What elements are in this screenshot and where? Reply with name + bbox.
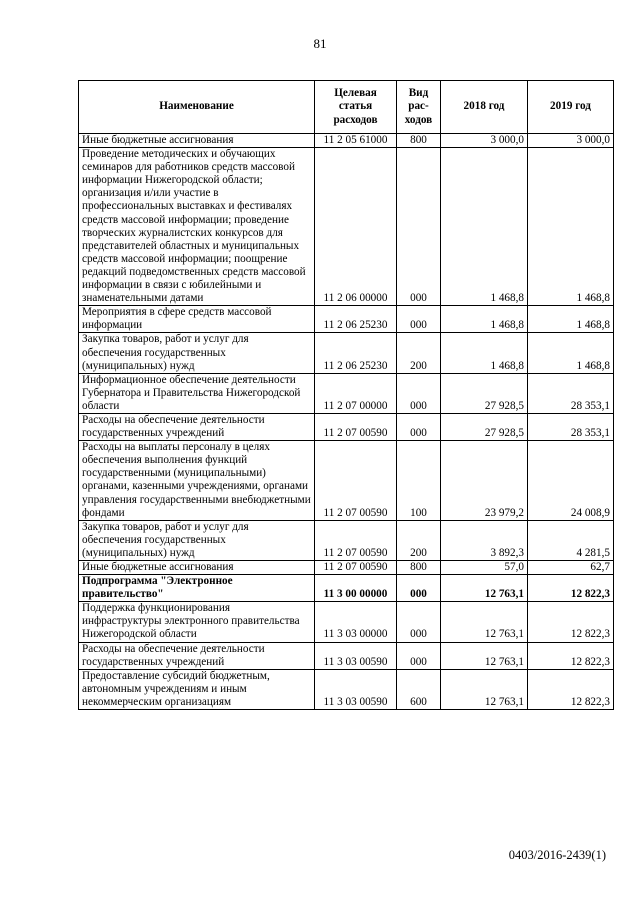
row-name: Иные бюджетные ассигнования xyxy=(79,561,315,575)
row-value-2019: 12 822,3 xyxy=(528,602,614,642)
row-name: Мероприятия в сфере средств массовой информации xyxy=(79,306,315,333)
row-name: Расходы на обеспечение деятельности государственных учреждений xyxy=(79,413,315,440)
table-row xyxy=(79,148,614,306)
table-row xyxy=(79,134,614,148)
row-expense-type: 000 xyxy=(397,642,441,669)
row-expense-type: 000 xyxy=(397,148,441,306)
row-target-article: 11 2 06 00000 xyxy=(315,148,397,306)
header-2018: 2018 год xyxy=(441,81,528,134)
row-name: Закупка товаров, работ и услуг для обеспечения государственных (муниципальных) нужд xyxy=(79,333,315,373)
row-expense-type: 000 xyxy=(397,373,441,413)
row-name: Проведение методических и обучающих семинаров для работников средств массовой информации Нижегородской области; организация и/или участие в профессиональных выставках и фестивалях средств массовой информации; проведение творческих журналистских конкурсов для представителей областных и муниципальных средств массовой информации; поощрение редакций подведомственных средств массовой информации в связи с юбилейными и знаменательными датами xyxy=(79,148,315,306)
row-value-2019: 12 822,3 xyxy=(528,575,614,602)
document-code: 0403/2016-2439(1) xyxy=(508,848,606,862)
row-target-article: 11 2 07 00590 xyxy=(315,413,397,440)
row-target-article: 11 2 07 00590 xyxy=(315,561,397,575)
row-expense-type: 000 xyxy=(397,413,441,440)
header-target-article: Целевая статья расходов xyxy=(315,81,397,134)
table-row xyxy=(79,561,614,575)
row-value-2018: 1 468,8 xyxy=(441,306,528,333)
header-2019: 2019 год xyxy=(528,81,614,134)
row-value-2018: 3 000,0 xyxy=(441,134,528,148)
row-name: Поддержка функционирования инфраструктуры электронного правительства Нижегородской области xyxy=(79,602,315,642)
row-value-2018: 3 892,3 xyxy=(441,520,528,560)
table-row xyxy=(79,333,614,373)
budget-table xyxy=(78,80,614,710)
row-target-article: 11 3 03 00590 xyxy=(315,642,397,669)
table-row xyxy=(79,520,614,560)
row-value-2018: 12 763,1 xyxy=(441,575,528,602)
row-name: Расходы на выплаты персоналу в целях обеспечения выполнения функций государственными (муниципальными) органами, казенными учреждениями, органами управления государственными внебюджетными фондами xyxy=(79,441,315,521)
row-value-2019: 12 822,3 xyxy=(528,669,614,709)
row-expense-type: 000 xyxy=(397,575,441,602)
row-value-2018: 23 979,2 xyxy=(441,441,528,521)
row-expense-type: 000 xyxy=(397,306,441,333)
row-value-2019: 3 000,0 xyxy=(528,134,614,148)
row-expense-type: 000 xyxy=(397,602,441,642)
row-value-2019: 1 468,8 xyxy=(528,333,614,373)
row-target-article: 11 2 07 00590 xyxy=(315,441,397,521)
row-value-2019: 28 353,1 xyxy=(528,373,614,413)
row-expense-type: 200 xyxy=(397,520,441,560)
row-target-article: 11 3 03 00000 xyxy=(315,602,397,642)
row-value-2019: 1 468,8 xyxy=(528,306,614,333)
row-value-2019: 1 468,8 xyxy=(528,148,614,306)
header-name: Наименование xyxy=(79,81,315,134)
row-value-2018: 27 928,5 xyxy=(441,373,528,413)
table-row xyxy=(79,413,614,440)
row-expense-type: 200 xyxy=(397,333,441,373)
row-target-article: 11 2 07 00000 xyxy=(315,373,397,413)
row-value-2019: 62,7 xyxy=(528,561,614,575)
page-number: 81 xyxy=(313,36,327,51)
header-row xyxy=(79,81,614,134)
table-row xyxy=(79,669,614,709)
table-row xyxy=(79,373,614,413)
row-expense-type: 800 xyxy=(397,134,441,148)
row-value-2018: 12 763,1 xyxy=(441,602,528,642)
row-value-2018: 12 763,1 xyxy=(441,642,528,669)
row-target-article: 11 3 00 00000 xyxy=(315,575,397,602)
row-name: Подпрограмма "Электронное правительство" xyxy=(79,575,315,602)
row-expense-type: 100 xyxy=(397,441,441,521)
row-value-2018: 12 763,1 xyxy=(441,669,528,709)
header-expense-type: Вид рас-ходов xyxy=(397,81,441,134)
row-expense-type: 600 xyxy=(397,669,441,709)
table-row xyxy=(79,602,614,642)
row-name: Информационное обеспечение деятельности Губернатора и Правительства Нижегородской области xyxy=(79,373,315,413)
row-name: Иные бюджетные ассигнования xyxy=(79,134,315,148)
table-row xyxy=(79,306,614,333)
row-value-2018: 27 928,5 xyxy=(441,413,528,440)
row-target-article: 11 2 06 25230 xyxy=(315,306,397,333)
row-value-2018: 57,0 xyxy=(441,561,528,575)
row-value-2018: 1 468,8 xyxy=(441,148,528,306)
row-value-2018: 1 468,8 xyxy=(441,333,528,373)
row-value-2019: 28 353,1 xyxy=(528,413,614,440)
table-row xyxy=(79,441,614,521)
row-expense-type: 800 xyxy=(397,561,441,575)
row-value-2019: 24 008,9 xyxy=(528,441,614,521)
row-name: Предоставление субсидий бюджетным, автономным учреждениям и иным некоммерческим организациям xyxy=(79,669,315,709)
row-target-article: 11 2 05 61000 xyxy=(315,134,397,148)
row-target-article: 11 3 03 00590 xyxy=(315,669,397,709)
row-value-2019: 4 281,5 xyxy=(528,520,614,560)
row-value-2019: 12 822,3 xyxy=(528,642,614,669)
row-target-article: 11 2 06 25230 xyxy=(315,333,397,373)
table-row xyxy=(79,642,614,669)
row-target-article: 11 2 07 00590 xyxy=(315,520,397,560)
row-name: Закупка товаров, работ и услуг для обеспечения государственных (муниципальных) нужд xyxy=(79,520,315,560)
row-name: Расходы на обеспечение деятельности государственных учреждений xyxy=(79,642,315,669)
table-row xyxy=(79,575,614,602)
